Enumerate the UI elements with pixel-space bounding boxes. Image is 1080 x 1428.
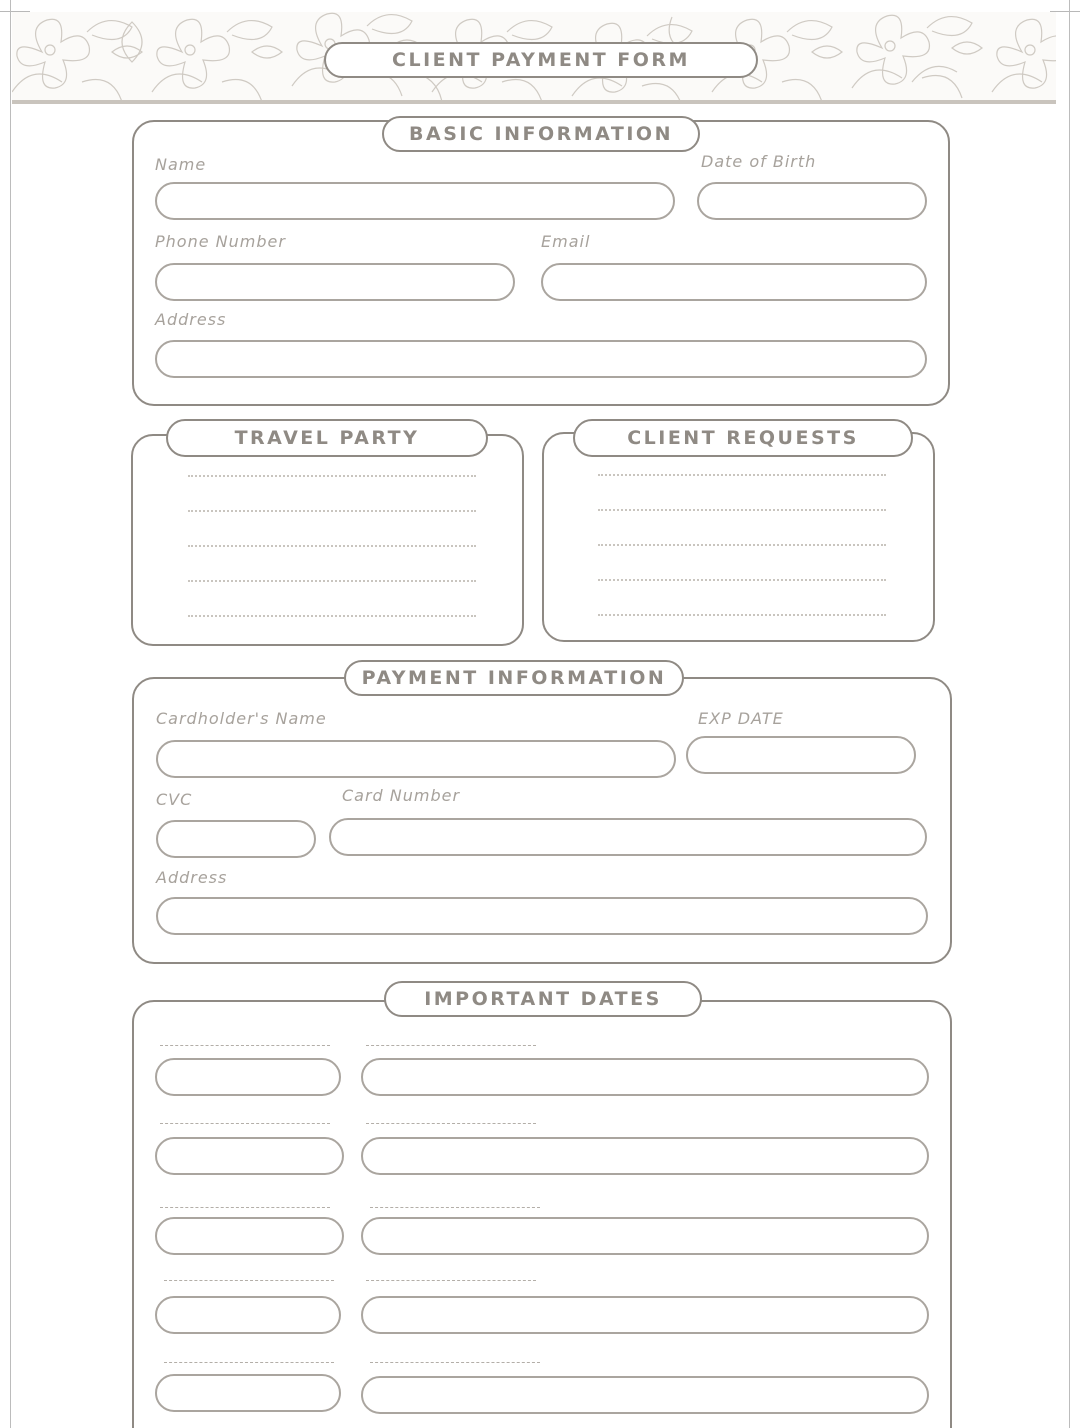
address-label: Address bbox=[155, 310, 227, 329]
cvc-label: CVC bbox=[156, 790, 193, 809]
card-number-label: Card Number bbox=[342, 786, 461, 805]
address-field[interactable] bbox=[155, 340, 927, 378]
client-requests-line[interactable] bbox=[598, 509, 886, 511]
exp-date-field[interactable] bbox=[686, 736, 916, 774]
name-field[interactable] bbox=[155, 182, 675, 220]
client-requests-section bbox=[542, 432, 935, 642]
date-field[interactable] bbox=[155, 1137, 344, 1175]
date-label-line[interactable] bbox=[160, 1207, 330, 1208]
client-requests-heading: CLIENT REQUESTS bbox=[573, 419, 913, 457]
card-number-field[interactable] bbox=[329, 818, 927, 856]
date-of-birth-field[interactable] bbox=[697, 182, 927, 220]
date-field[interactable] bbox=[155, 1296, 341, 1334]
event-label-line[interactable] bbox=[366, 1123, 536, 1124]
cardholder-name-field[interactable] bbox=[156, 740, 676, 778]
event-field[interactable] bbox=[361, 1296, 929, 1334]
travel-party-line[interactable] bbox=[188, 580, 476, 582]
cardholder-name-label: Cardholder's Name bbox=[156, 709, 327, 728]
client-requests-line[interactable] bbox=[598, 474, 886, 476]
event-label-line[interactable] bbox=[370, 1207, 540, 1208]
name-label: Name bbox=[155, 155, 207, 174]
client-requests-line[interactable] bbox=[598, 614, 886, 616]
event-field[interactable] bbox=[361, 1376, 929, 1414]
payment-address-label: Address bbox=[156, 868, 228, 887]
date-label-line[interactable] bbox=[164, 1280, 334, 1281]
travel-party-line[interactable] bbox=[188, 510, 476, 512]
client-requests-line[interactable] bbox=[598, 579, 886, 581]
email-label: Email bbox=[541, 232, 591, 251]
phone-number-label: Phone Number bbox=[155, 232, 286, 251]
travel-party-line[interactable] bbox=[188, 475, 476, 477]
event-label-line[interactable] bbox=[370, 1362, 540, 1363]
travel-party-heading: TRAVEL PARTY bbox=[166, 419, 488, 457]
date-of-birth-label: Date of Birth bbox=[701, 152, 817, 171]
email-field[interactable] bbox=[541, 263, 927, 301]
date-label-line[interactable] bbox=[160, 1123, 330, 1124]
payment-information-heading: PAYMENT INFORMATION bbox=[344, 660, 684, 696]
client-requests-line[interactable] bbox=[598, 544, 886, 546]
cvc-field[interactable] bbox=[156, 820, 316, 858]
event-field[interactable] bbox=[361, 1217, 929, 1255]
travel-party-line[interactable] bbox=[188, 615, 476, 617]
event-field[interactable] bbox=[361, 1137, 929, 1175]
date-label-line[interactable] bbox=[164, 1362, 334, 1363]
event-label-line[interactable] bbox=[366, 1045, 536, 1046]
date-label-line[interactable] bbox=[160, 1045, 330, 1046]
date-field[interactable] bbox=[155, 1217, 344, 1255]
event-label-line[interactable] bbox=[366, 1280, 536, 1281]
date-field[interactable] bbox=[155, 1058, 341, 1096]
payment-address-field[interactable] bbox=[156, 897, 928, 935]
date-field[interactable] bbox=[155, 1374, 341, 1412]
basic-information-heading: BASIC INFORMATION bbox=[382, 116, 700, 152]
important-dates-heading: IMPORTANT DATES bbox=[384, 981, 702, 1017]
travel-party-line[interactable] bbox=[188, 545, 476, 547]
exp-date-label: EXP DATE bbox=[698, 709, 784, 728]
event-field[interactable] bbox=[361, 1058, 929, 1096]
form-title: CLIENT PAYMENT FORM bbox=[324, 42, 758, 78]
phone-number-field[interactable] bbox=[155, 263, 515, 301]
